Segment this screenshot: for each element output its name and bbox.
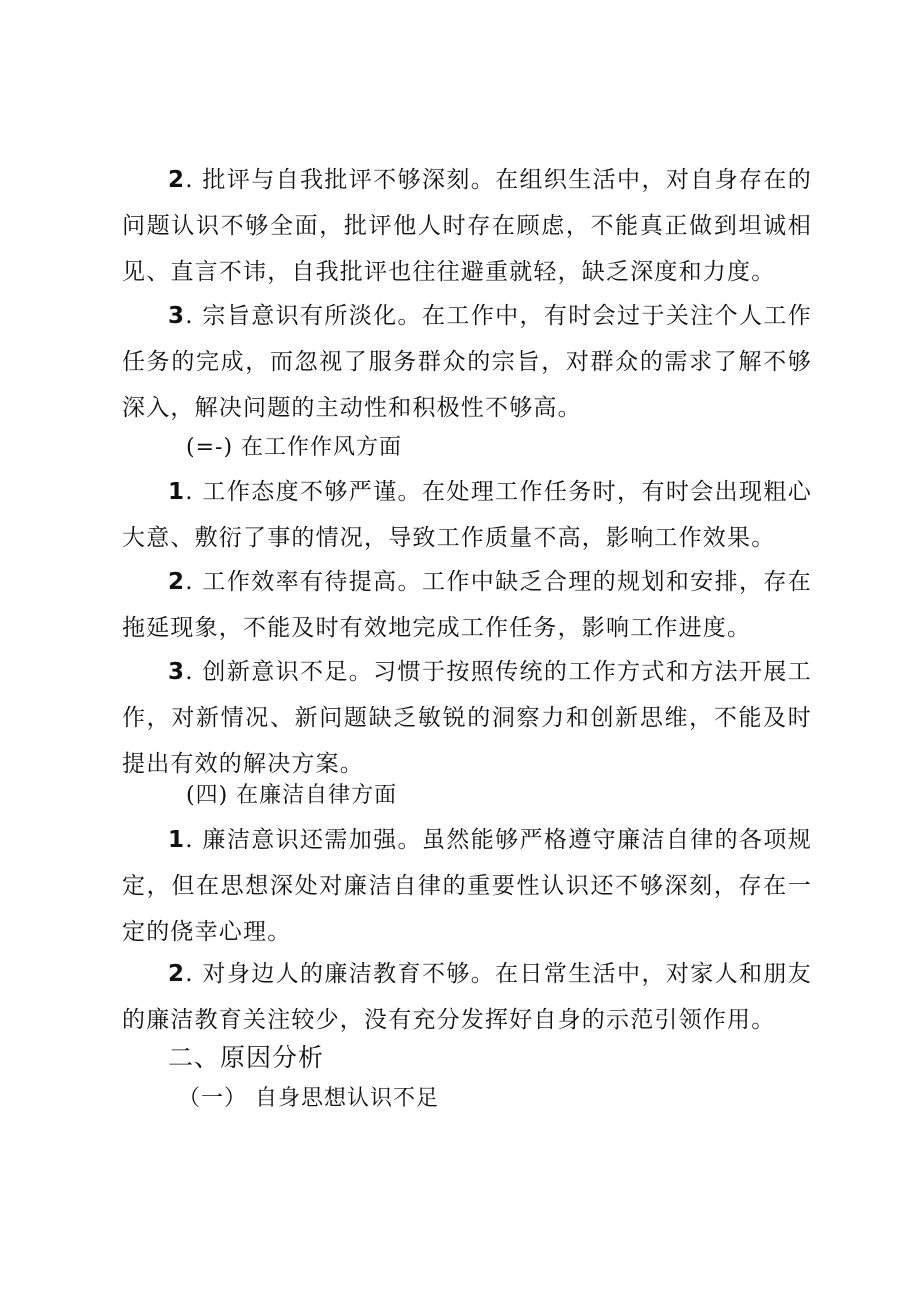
paragraph-text: . 创新意识不足。习惯于按照传统的工作方式和方法开展工作，对新情况、新问题缺乏敏锐的洞察力和创新思维，不能及时提出有效的解决方案。 bbox=[122, 659, 812, 777]
paragraph-text: . 工作态度不够严谨。在处理工作任务时，有时会出现粗心大意、敷衍了事的情况，导致工作质量不高，影响工作效果。 bbox=[122, 479, 812, 551]
item-number: 1 bbox=[168, 479, 186, 505]
subheading-work-style: (=-) 在工作作风方面 bbox=[186, 435, 403, 460]
subheading-integrity: (四) 在廉洁自律方面 bbox=[186, 783, 398, 808]
paragraph-text: . 宗旨意识有所淡化。在工作中，有时会过于关注个人工作任务的完成，而忽视了服务群众的宗旨，对群众的需求了解不够深入，解决问题的主动性和积极性不够高。 bbox=[122, 303, 812, 421]
paragraph-text: . 廉洁意识还需加强。虽然能够严格遵守廉洁自律的各项规定，但在思想深处对廉洁自律的重要性认识还不够深刻，存在一定的侥幸心理。 bbox=[122, 827, 812, 945]
paragraph-innovation bbox=[122, 649, 812, 787]
item-number: 2 bbox=[168, 569, 186, 595]
paragraph-purpose bbox=[122, 293, 812, 431]
paragraph-criticism bbox=[122, 157, 812, 295]
item-number: 2 bbox=[168, 167, 186, 193]
paragraph-integrity-education bbox=[122, 951, 812, 1043]
item-number: 1 bbox=[168, 827, 186, 853]
paragraph-integrity-awareness bbox=[122, 817, 812, 955]
paragraph-work-efficiency bbox=[122, 559, 812, 651]
paragraph-text: . 批评与自我批评不够深刻。在组织生活中，对自身存在的问题认识不够全面，批评他人时存在顾虑，不能真正做到坦诚相见、直言不讳，自我批评也往往避重就轻，缺乏深度和力度。 bbox=[122, 167, 812, 285]
item-number: 2 bbox=[168, 961, 186, 987]
subheading-self-thought: （一） 自身思想认识不足 bbox=[178, 1086, 439, 1111]
paragraph-text: . 对身边人的廉洁教育不够。在日常生活中，对家人和朋友的廉洁教育关注较少，没有充分发挥好自身的示范引领作用。 bbox=[122, 961, 812, 1033]
section-heading: 二、原因分析 bbox=[168, 1043, 325, 1072]
paragraph-text: . 工作效率有待提高。工作中缺乏合理的规划和安排，存在拖延现象，不能及时有效地完成工作任务，影响工作进度。 bbox=[122, 569, 812, 641]
item-number: 3 bbox=[168, 659, 186, 685]
item-number: 3 bbox=[168, 303, 186, 329]
paragraph-work-attitude bbox=[122, 469, 812, 561]
